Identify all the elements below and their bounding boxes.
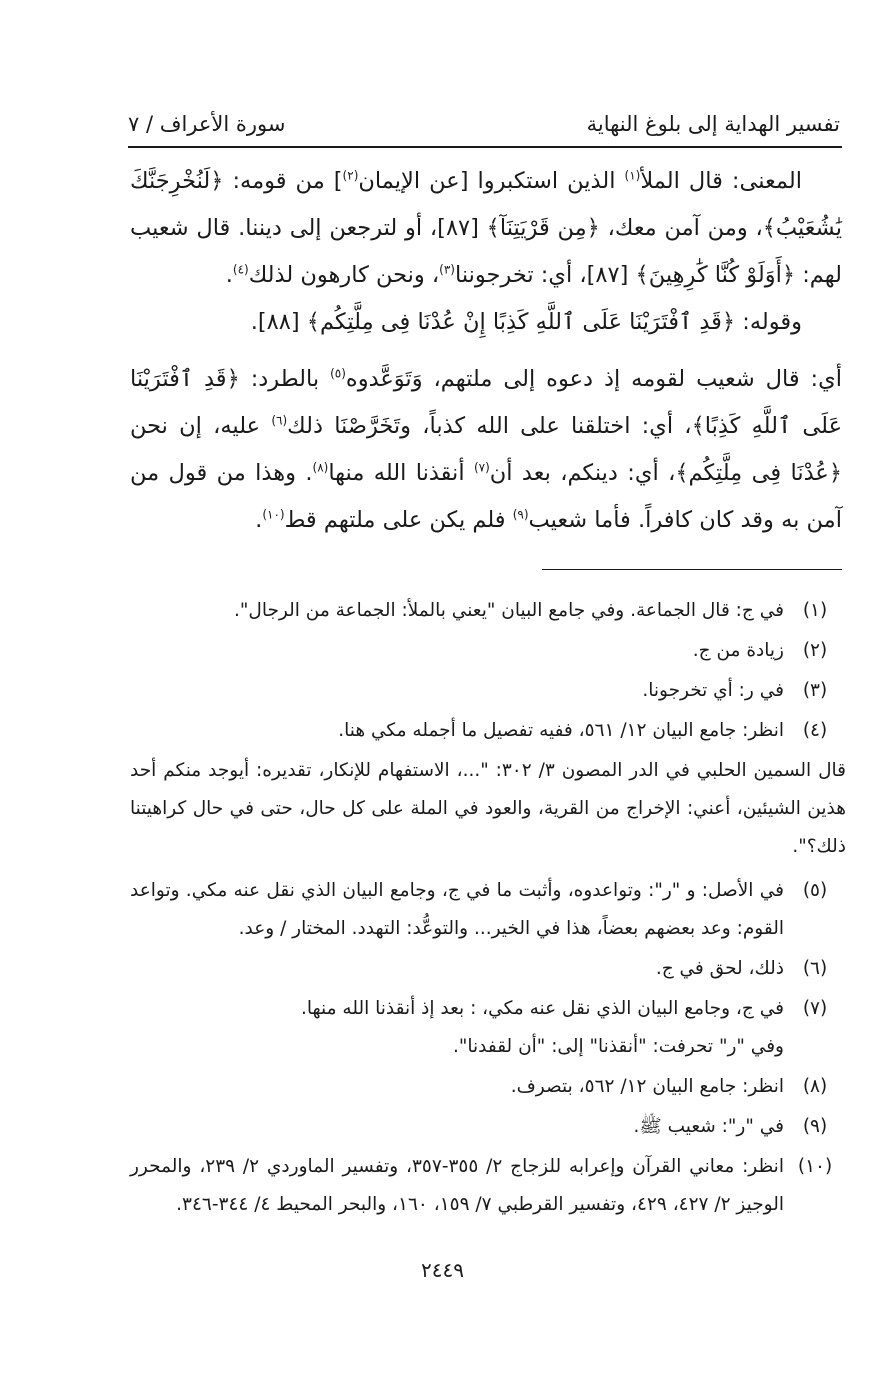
- footnote-ref-8[interactable]: (٨): [312, 460, 329, 475]
- footnote-4-quote: قال السمين الحلبي في الدر المصون ٣/ ٣٠٢: "...، الاستفهام للإنكار، تقديره: أيوجد منكم أحد هذين الشيئين، أعني: الإخراج من القرية، والعود في الملة على كل حال، حتى في حال كراهيتنا ذلك؟".: [130, 760, 846, 857]
- surah-reference: سورة الأعراف / ٧: [128, 112, 286, 136]
- footnote-ref-3[interactable]: (٣): [439, 262, 455, 277]
- footnote-ref-9[interactable]: (٩): [512, 507, 529, 522]
- footnote-7: (٧) في ج، وجامع البيان الذي نقل عنه مكي، : بعد إذ أنقذنا الله منها. وفي "ر" تحرفت: "أنقذنا" إلى: "أن لقفدنا".: [130, 990, 846, 1066]
- footnotes: [130, 592, 846, 1226]
- footnote-number: (٦): [802, 958, 828, 979]
- paragraph-1: المعنى: قال الملأ$^{(١)}$ الذين استكبروا [عن الإيمان$^{(٢)}$] من قومه: ﴿لَنُخْرِجَنَّكَ يَٰشُعَيْبُ﴾، ومن آمن معك، ﴿مِن قَرْيَتِنَآ﴾ [٨٧]، أو لترجعن إلى ديننا. قال شعيب لهم: ﴿أَوَلَوْ كُنَّا كَٰرِهِينَ﴾ [٨٧]، أي: تخرجوننا$^{(٣)}$، ونحن كارهون لذلك$^{(٤)}$.: [130, 168, 842, 288]
- footnote-4: (٤) انظر: جامع البيان ١٢/ ٥٦١، ففيه تفصيل ما أجمله مكي هنا.: [130, 712, 846, 750]
- footnote-10: (١٠) انظر: معاني القرآن وإعرابه للزجاج ٢/ ٣٥٥-٣٥٧، وتفسير الماوردي ٢/ ٢٣٩، والمحرر الوجيز ٢/ ٤٢٧، ٤٢٩، وتفسير القرطبي ٧/ ١٥٩، ١٦٠، والبحر المحيط ٤/ ٣٤٤-٣٤٦.: [130, 1148, 846, 1224]
- footnote-number: (١): [802, 600, 828, 621]
- footnote-number: (٣): [802, 680, 828, 701]
- main-text: [130, 158, 842, 544]
- running-header: [128, 104, 840, 144]
- footnote-number: (٨): [802, 1076, 828, 1097]
- paragraph-3: أي: قال شعيب لقومه إذ دعوه إلى ملتهم، وَتَوَعَّدوه$^{(٥)}$ بالطرد: ﴿قَدِ ٱفْتَرَيْنَا عَلَى ٱللَّهِ كَذِبًا﴾، أي: اختلقنا على الله كذباً، وتَخَرَّصْنَا ذلك$^{(٦)}$ عليه، إن نحن ﴿عُدْنَا فِى مِلَّتِكُم﴾، أي: دينكم، بعد أن$^{(٧)}$ أنقذنا الله منها$^{(٨)}$. وهذا من قول من آمن به وقد كان كافراً. فأما شعيب$^{(٩)}$ فلم يكن على ملتهم قط$^{(١٠)}$.: [130, 366, 843, 533]
- footnote-6: (٦) ذلك، لحق في ج.: [130, 950, 846, 988]
- footnote-3: (٣) في ر: أي تخرجونا.: [130, 672, 846, 710]
- footnote-9: (٩) في "ر": شعيب ﷺ.: [130, 1108, 846, 1146]
- footnote-number: (٢): [802, 640, 828, 661]
- footnote-ref-4[interactable]: (٤): [232, 262, 249, 277]
- footnote-number: (٧): [802, 998, 828, 1019]
- footnote-8: (٨) انظر: جامع البيان ١٢/ ٥٦٢، بتصرف.: [130, 1068, 846, 1106]
- footnote-divider: [542, 569, 842, 570]
- footnote-1: (١) في ج: قال الجماعة. وفي جامع البيان "يعني بالملأ: الجماعة من الرجال".: [130, 592, 846, 630]
- footnote-number: (٥): [802, 880, 828, 901]
- header-divider: [128, 146, 842, 148]
- footnote-ref-1[interactable]: (١): [624, 168, 641, 183]
- footnote-number: (٩): [802, 1116, 828, 1137]
- footnote-5: (٥) في الأصل: و "ر": وتواعدوه، وأثبت ما في ج، وجامع البيان الذي نقل عنه مكي. وتواعد القوم: وعد بعضهم بعضاً، هذا في الخير... والتوعُّد: التهدد. المختار / وعد.: [130, 872, 846, 948]
- footnote-ref-2[interactable]: (٢): [342, 168, 359, 183]
- footnote-ref-6[interactable]: (٦): [271, 413, 288, 428]
- paragraph-2: وقوله: ﴿قَدِ ٱفْتَرَيْنَا عَلَى ٱللَّهِ كَذِبًا إِنْ عُدْنَا فِى مِلَّتِكُم﴾ [٨٨].: [250, 309, 802, 335]
- footnote-ref-5[interactable]: (٥): [330, 366, 346, 381]
- footnote-ref-7[interactable]: (٧): [473, 460, 490, 475]
- footnote-number: (٤): [802, 720, 828, 741]
- footnote-2: (٢) زيادة من ج.: [130, 632, 846, 670]
- page-number: ٢٤٤٩: [421, 1258, 464, 1282]
- footnote-ref-10[interactable]: (١٠): [262, 507, 285, 522]
- book-title: تفسير الهداية إلى بلوغ النهاية: [586, 112, 840, 136]
- footnote-number: (١٠): [797, 1156, 833, 1177]
